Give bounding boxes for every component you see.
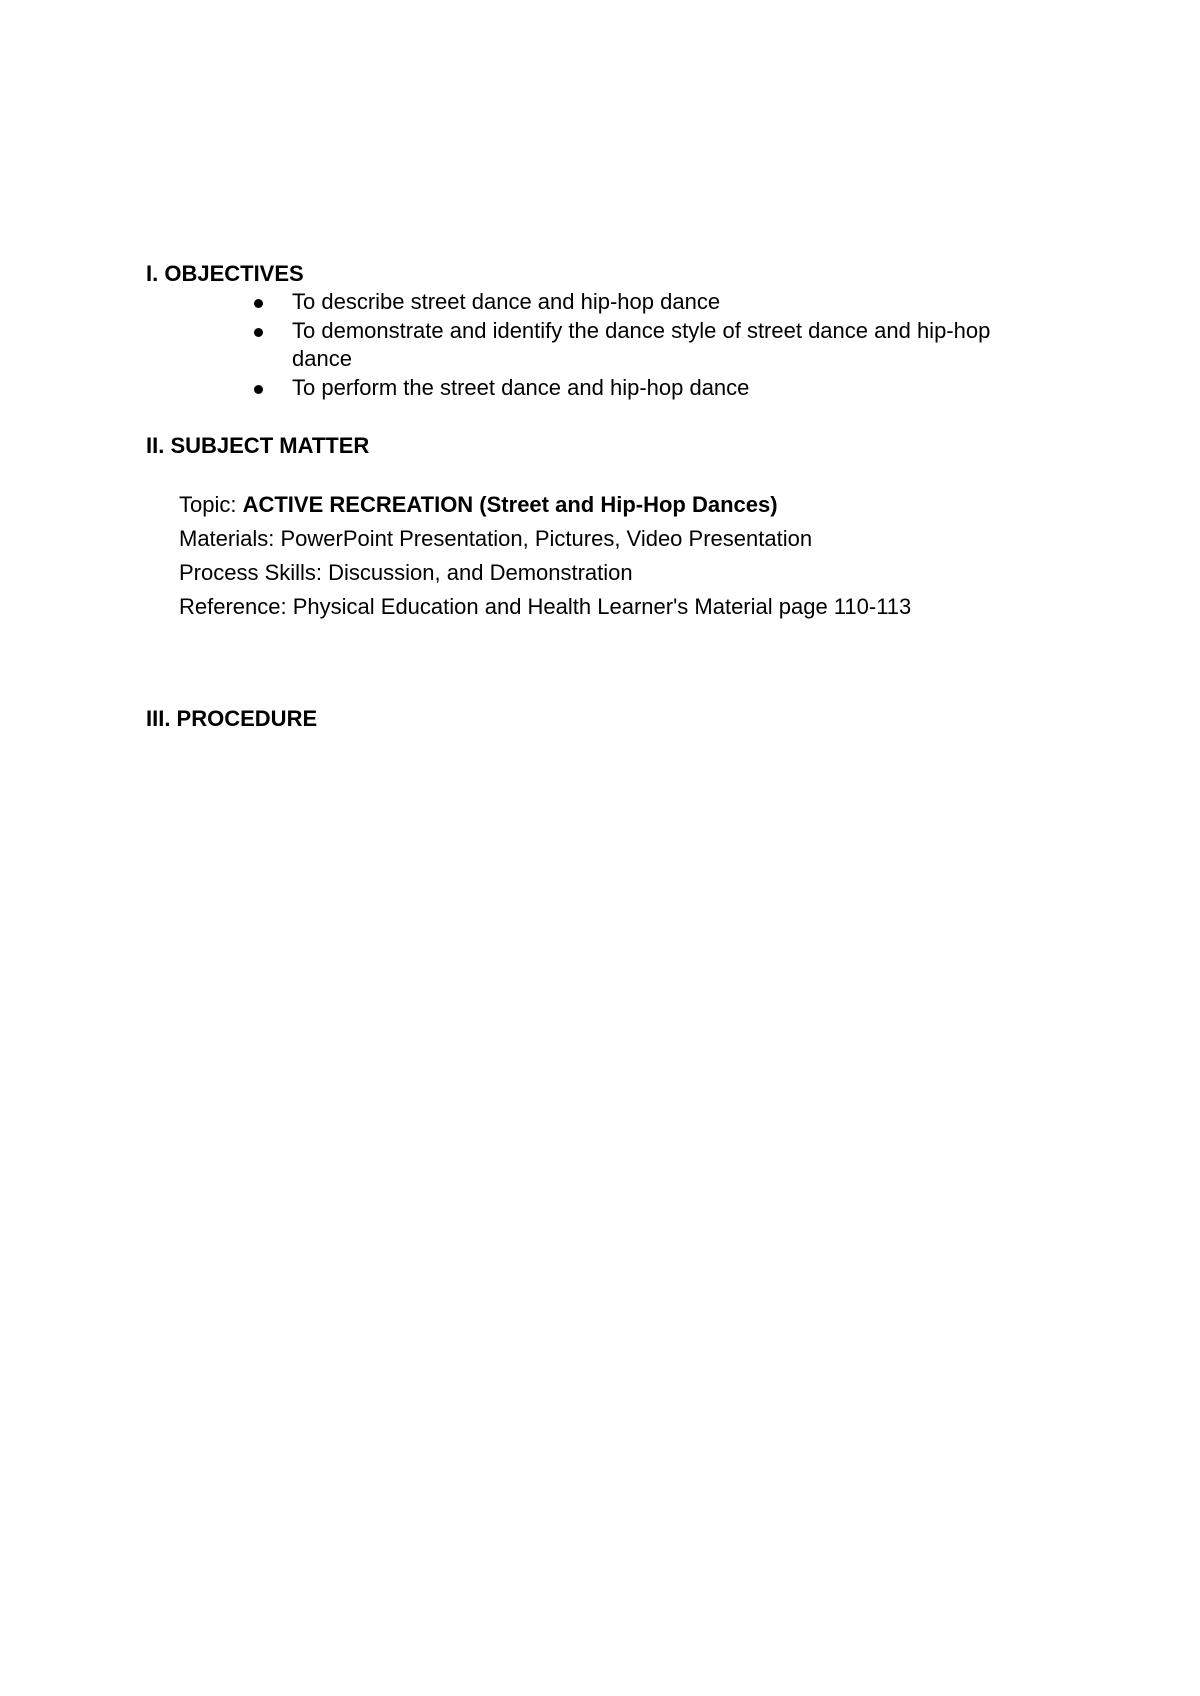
reference-value: Physical Education and Health Learner's Material page 110-113 [292, 594, 912, 619]
objective-text: To demonstrate and identify the dance style of street dance and hip-hop dance [292, 317, 991, 371]
list-item [146, 317, 1016, 374]
objectives-list [146, 288, 1016, 402]
process-skills-value: Discussion, and Demonstration [328, 560, 633, 585]
materials-field [179, 526, 812, 552]
procedure-heading: III. PROCEDURE [146, 706, 318, 731]
bullet-icon [254, 299, 263, 308]
reference-label: Reference: [179, 594, 293, 619]
materials-label: Materials: [179, 526, 281, 551]
topic-label: Topic: [179, 492, 243, 517]
objective-text: To describe street dance and hip-hop dance [292, 289, 721, 314]
process-skills-field [179, 560, 633, 586]
topic-value: ACTIVE RECREATION (Street and Hip-Hop Dances) [242, 492, 778, 517]
objectives-heading: I. OBJECTIVES [146, 261, 304, 286]
materials-value: PowerPoint Presentation, Pictures, Video Presentation [280, 526, 813, 551]
topic-field [179, 492, 778, 518]
subject-matter-heading: II. SUBJECT MATTER [146, 433, 370, 458]
reference-field [179, 594, 911, 620]
bullet-icon [254, 385, 263, 394]
list-item [146, 374, 1016, 403]
process-skills-label: Process Skills: [179, 560, 329, 585]
bullet-icon [254, 328, 263, 337]
objective-text: To perform the street dance and hip-hop dance [292, 374, 750, 400]
list-item [146, 288, 1016, 317]
